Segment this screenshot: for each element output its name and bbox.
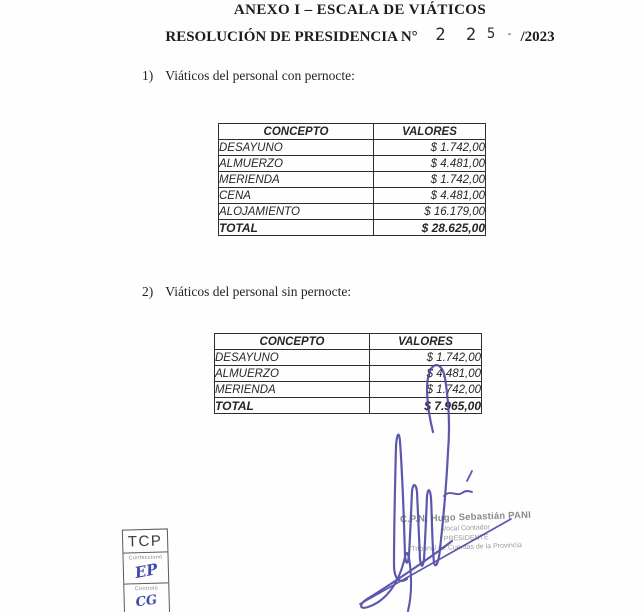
section-2-heading — [142, 284, 351, 300]
concept-cell: ALMUERZO — [215, 366, 370, 382]
value-cell: $ 16.179,00 — [374, 204, 486, 220]
viaticos-table-con-pernocte — [218, 123, 486, 236]
signer-role-2: PRESIDENTE — [443, 533, 489, 543]
total-label-cell: TOTAL — [219, 220, 374, 236]
table-row — [219, 172, 486, 188]
value-cell: $ 4.481,00 — [370, 366, 482, 382]
value-cell: $ 1.742,00 — [370, 382, 482, 398]
section-1-heading — [142, 68, 355, 84]
page-title: ANEXO I – ESCALA DE VIÁTICOS — [233, 2, 487, 18]
total-row — [215, 398, 482, 414]
concept-cell: DESAYUNO — [215, 350, 370, 366]
concept-cell: CENA — [219, 188, 374, 204]
total-value-cell: $ 28.625,00 — [374, 220, 486, 236]
resolution-number-dash: - — [506, 27, 513, 40]
value-cell: $ 1.742,00 — [374, 140, 486, 156]
table-row — [215, 350, 482, 366]
concept-cell: DESAYUNO — [219, 140, 374, 156]
resolution-line — [76, 26, 644, 46]
table-header-row — [219, 124, 486, 140]
concepto-header-cell: CONCEPTO — [219, 124, 374, 140]
resolution-year: /2023 — [520, 29, 555, 45]
total-row — [219, 220, 486, 236]
value-cell: $ 1.742,00 — [370, 350, 482, 366]
confecciono-initials-handwriting: EP — [133, 560, 159, 582]
total-label-cell: TOTAL — [215, 398, 370, 414]
resolution-label: RESOLUCIÓN DE PRESIDENCIA N° — [165, 29, 418, 45]
value-cell: $ 4.481,00 — [374, 156, 486, 172]
signer-stamp-text — [367, 510, 564, 555]
table-row — [219, 188, 486, 204]
concept-cell: MERIENDA — [219, 172, 374, 188]
section-1-number: 1) — [142, 68, 154, 83]
resolution-number-stamp: 2 2 — [435, 25, 482, 45]
signer-role-1: Vocal Contador — [441, 524, 490, 533]
tcp-stamp-title: TCP — [123, 529, 168, 553]
confecciono-label: Confeccionó — [128, 554, 163, 562]
confecciono-field — [123, 552, 168, 584]
section-2-number: 2) — [142, 284, 154, 299]
table-row — [219, 156, 486, 172]
table-header-row — [215, 334, 482, 350]
controlo-initials-handwriting: CG — [135, 592, 159, 611]
section-1-title: Viáticos del personal con pernocte: — [165, 68, 355, 83]
valores-header-cell: VALORES — [370, 334, 482, 350]
signer-name: C.P.N. Hugo Sebastián PANI — [399, 509, 532, 526]
table-row — [219, 140, 486, 156]
concept-cell: MERIENDA — [215, 382, 370, 398]
concepto-header-cell: CONCEPTO — [215, 334, 370, 350]
controlo-label: Controló — [134, 585, 159, 593]
section-2-title: Viáticos del personal sin pernocte: — [165, 284, 352, 299]
document-header — [76, 2, 644, 46]
table-row — [215, 366, 482, 382]
table-row — [215, 382, 482, 398]
concept-cell: ALOJAMIENTO — [219, 204, 374, 220]
signer-organization: Tribunal de Cuentas de la Provincia — [411, 542, 522, 553]
controlo-field — [124, 583, 169, 610]
viaticos-table-sin-pernocte — [214, 333, 482, 414]
value-cell: $ 1.742,00 — [374, 172, 486, 188]
value-cell: $ 4.481,00 — [374, 188, 486, 204]
table-row — [219, 204, 486, 220]
resolution-number-stamp-last-digit: 5 — [486, 26, 496, 42]
valores-header-cell: VALORES — [374, 124, 486, 140]
concept-cell: ALMUERZO — [219, 156, 374, 172]
tcp-control-stamp — [122, 528, 170, 612]
total-value-cell: $ 7.965,00 — [370, 398, 482, 414]
